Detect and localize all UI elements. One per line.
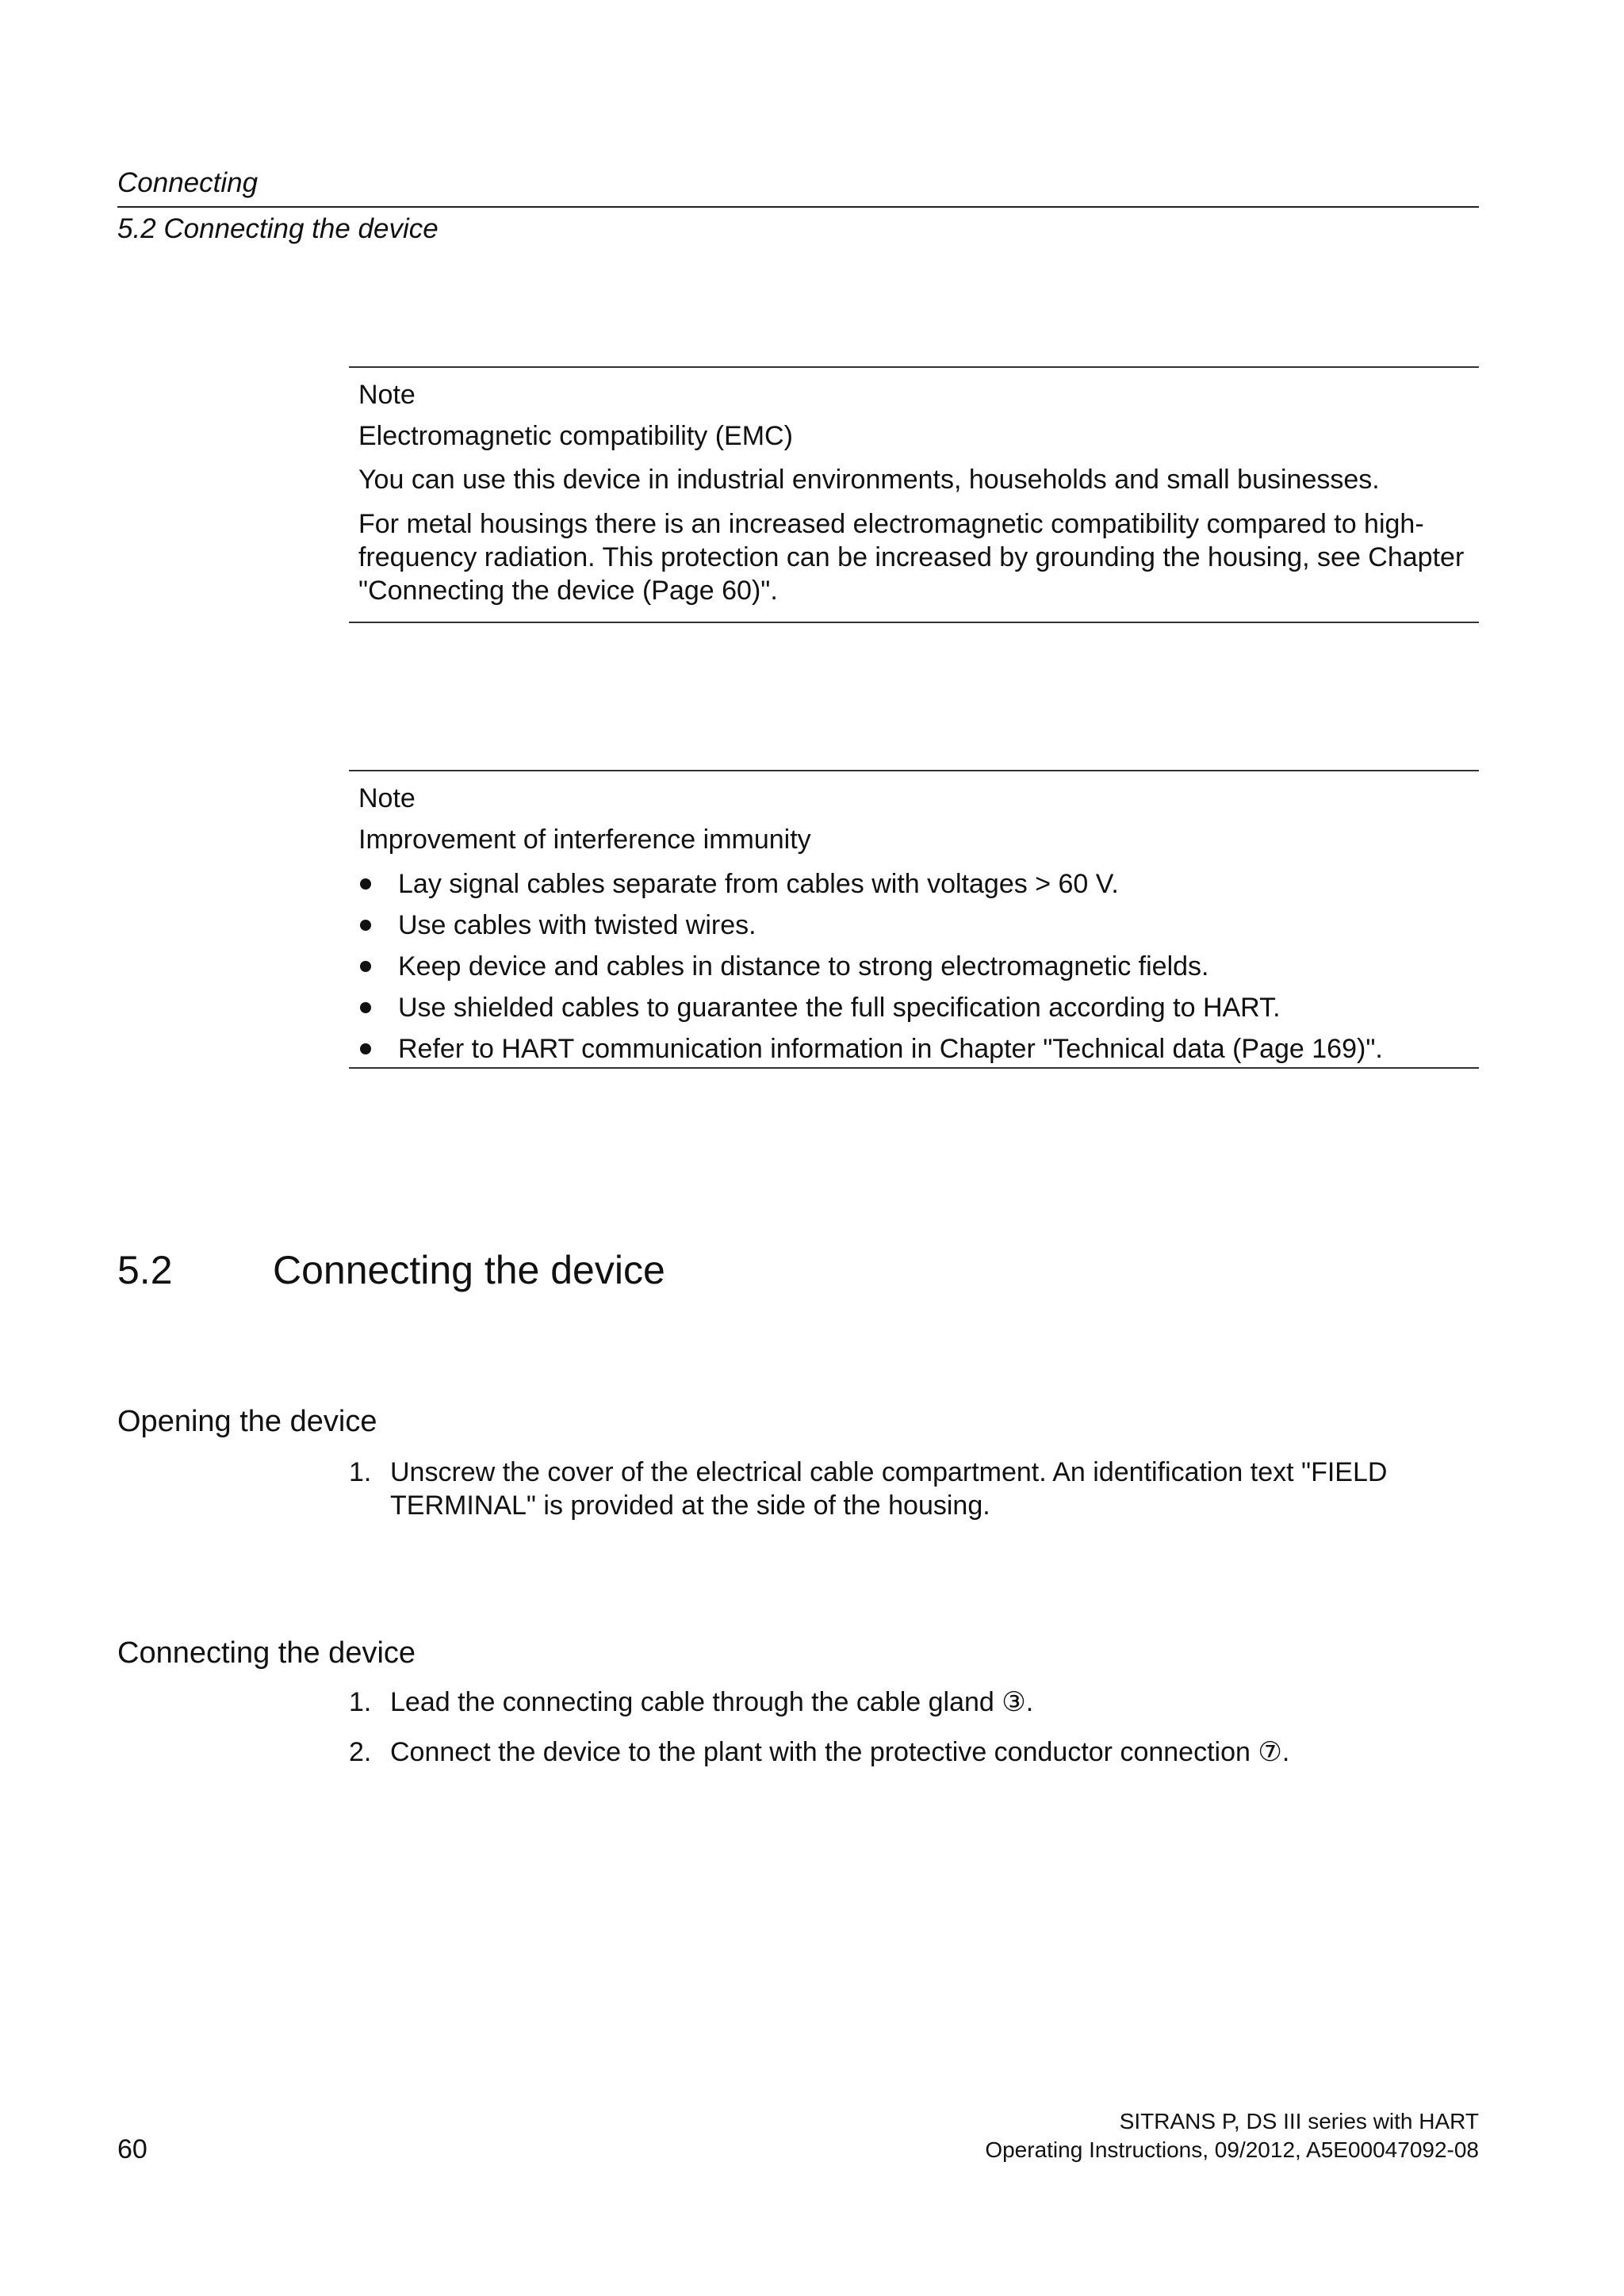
bullet-icon xyxy=(360,961,371,972)
list-item-text: Lay signal cables separate from cables with voltages > 60 V. xyxy=(398,869,1119,899)
step-item xyxy=(349,1686,1475,1719)
list-item-text: Keep device and cables in distance to strong electromagnetic fields. xyxy=(398,951,1209,982)
running-header-chapter: Connecting xyxy=(117,167,259,198)
list-item xyxy=(358,1028,1469,1070)
bullet-icon xyxy=(360,1002,371,1013)
footer-product: SITRANS P, DS III series with HART xyxy=(1119,2109,1479,2133)
note-title: Note xyxy=(358,783,416,813)
list-item xyxy=(358,905,1469,946)
list-item-text: Use shielded cables to guarantee the full specification according to HART. xyxy=(398,993,1281,1023)
list-item-text: Refer to HART communication information in Chapter "Technical data (Page 169)". xyxy=(398,1034,1383,1064)
step-number: 1. xyxy=(349,1457,372,1487)
step-item xyxy=(349,1456,1475,1522)
bullet-icon xyxy=(360,878,371,890)
list-item-text: Use cables with twisted wires. xyxy=(398,910,756,940)
step-text: Unscrew the cover of the electrical cable compartment. An identification text "FIELD TERMINAL" is provided at the side of the housing. xyxy=(390,1457,1388,1521)
note-subtitle: Improvement of interference immunity xyxy=(358,825,811,855)
list-item xyxy=(358,946,1469,987)
header-divider xyxy=(117,206,1479,208)
note-paragraph: For metal housings there is an increased electromagnetic compatibility compared to high-frequency radiation. This protection can be increased by grounding the housing, see Chapter "Connecting the device (Page 60)". xyxy=(358,509,1465,606)
note-bullet-list xyxy=(358,863,1469,1070)
step-text: Lead the connecting cable through the cable gland ③. xyxy=(390,1687,1034,1717)
page-number: 60 xyxy=(117,2134,147,2164)
note-title: Note xyxy=(358,380,416,410)
note-subtitle: Electromagnetic compatibility (EMC) xyxy=(358,421,793,451)
note-emc xyxy=(349,366,1479,623)
section-number: 5.2 xyxy=(117,1248,173,1292)
subheading-connecting-device: Connecting the device xyxy=(117,1636,416,1670)
footer-document: Operating Instructions, 09/2012, A5E00047092-08 xyxy=(985,2137,1479,2162)
note-interference-immunity xyxy=(349,770,1479,1069)
running-header-section: 5.2 Connecting the device xyxy=(117,213,439,244)
subheading-opening-device: Opening the device xyxy=(117,1405,377,1438)
step-text: Connect the device to the plant with the protective conductor connection ⑦. xyxy=(390,1737,1290,1767)
list-item xyxy=(358,863,1469,905)
step-number: 2. xyxy=(349,1737,372,1767)
note-paragraph: You can use this device in industrial environments, households and small businesses. xyxy=(358,465,1380,495)
list-item xyxy=(358,987,1469,1028)
bullet-icon xyxy=(360,1043,371,1054)
step-number: 1. xyxy=(349,1687,372,1717)
section-title: Connecting the device xyxy=(273,1248,665,1292)
bullet-icon xyxy=(360,920,371,931)
footer-document-info xyxy=(985,2107,1479,2164)
step-item xyxy=(349,1735,1475,1769)
